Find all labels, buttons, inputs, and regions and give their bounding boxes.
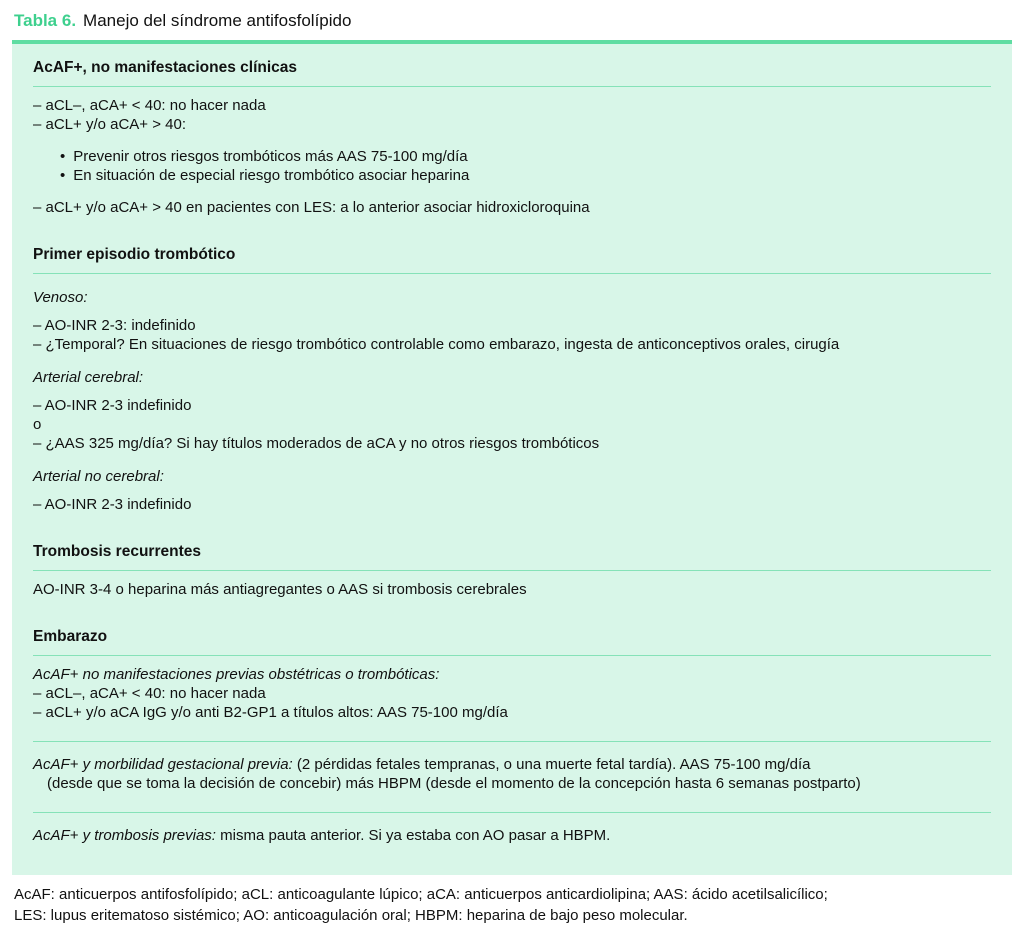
text-line: AcAF+ y morbilidad gestacional previa: (2 pérdidas fetales tempranas, o una muerte fetal tardía). AAS 75-100 mg/día bbox=[33, 756, 811, 773]
bullet-item: • Prevenir otros riesgos trombóticos más AAS 75-100 mg/día bbox=[60, 147, 991, 166]
section-header: AcAF+, no manifestaciones clínicas bbox=[33, 58, 991, 87]
divider-rule bbox=[33, 812, 991, 813]
page-title bbox=[0, 0, 1024, 40]
text-line: – aCL–, aCA+ < 40: no hacer nada bbox=[33, 97, 266, 114]
ilines-block bbox=[33, 665, 991, 722]
italic-lead: AcAF+ y trombosis previas: bbox=[33, 827, 216, 844]
section-embarazo bbox=[33, 627, 991, 845]
section-primer-episodio-trombotico bbox=[33, 245, 991, 514]
section-header: Primer episodio trombótico bbox=[33, 245, 991, 274]
divider-rule bbox=[33, 741, 991, 742]
bullet-item: • En situación de especial riesgo trombótico asociar heparina bbox=[60, 166, 991, 185]
subsection-lead-line: AcAF+ no manifestaciones previas obstétricas o trombóticas: bbox=[33, 666, 440, 683]
table-title-text: Manejo del síndrome antifosfolípido bbox=[83, 11, 352, 30]
subsection-label: Arterial cerebral: bbox=[33, 369, 144, 386]
section-acaf-no-manifestaciones-clinicas bbox=[33, 58, 991, 217]
section-header: Embarazo bbox=[33, 627, 991, 656]
text-line: – AO-INR 2-3 indefinido bbox=[33, 496, 192, 513]
text-line: – AO-INR 2-3 indefinido bbox=[33, 397, 192, 414]
footnote-line-2: LES: lupus eritematoso sistémico; AO: anticoagulación oral; HBPM: heparina de bajo peso molecular. bbox=[14, 907, 688, 924]
lines-block bbox=[33, 580, 991, 599]
text-line: AcAF+ y trombosis previas: misma pauta anterior. Si ya estaba con AO pasar a HBPM. bbox=[33, 827, 611, 844]
subsection-label: Arterial no cerebral: bbox=[33, 468, 164, 485]
text-line: – aCL+ y/o aCA+ > 40: bbox=[33, 116, 187, 133]
text-line: – aCL–, aCA+ < 40: no hacer nada bbox=[33, 685, 266, 702]
text-line: AO-INR 3-4 o heparina más antiagregantes o AAS si trombosis cerebrales bbox=[33, 581, 527, 598]
footnote-line-1: AcAF: anticuerpos antifosfolípido; aCL: anticoagulante lúpico; aCA: anticuerpos anticardiolipina; AAS: ácido acetilsalicílico; bbox=[14, 886, 828, 903]
text-line-continuation: (desde que se toma la decisión de concebir) más HBPM (desde el momento de la concepción hasta 6 semanas postparto) bbox=[47, 775, 861, 792]
table-box bbox=[12, 40, 1012, 875]
section-trombosis-recurrentes bbox=[33, 542, 991, 599]
subsection-label: Venoso: bbox=[33, 289, 88, 306]
text-line: – aCL+ y/o aCA IgG y/o anti B2-GP1 a títulos altos: AAS 75-100 mg/día bbox=[33, 704, 508, 721]
mixed-block bbox=[33, 755, 991, 793]
lines-block bbox=[33, 396, 991, 453]
text-line: o bbox=[33, 416, 42, 433]
italic-lead: AcAF+ y morbilidad gestacional previa: bbox=[33, 756, 293, 773]
text-line: – ¿AAS 325 mg/día? Si hay títulos moderados de aCA y no otros riesgos trombóticos bbox=[33, 435, 600, 452]
lines-block bbox=[33, 316, 991, 354]
mixed-block bbox=[33, 826, 991, 845]
table-number-label: Tabla 6. bbox=[14, 11, 77, 30]
text-line: – aCL+ y/o aCA+ > 40 en pacientes con LES: a lo anterior asociar hidroxicloroquina bbox=[33, 199, 590, 216]
lines-block bbox=[33, 198, 991, 217]
text-line: – ¿Temporal? En situaciones de riesgo trombótico controlable como embarazo, ingesta de anticonceptivos orales, cirugía bbox=[33, 336, 840, 353]
lines-block bbox=[33, 96, 991, 134]
bullet-list bbox=[33, 147, 991, 185]
table-sections bbox=[33, 58, 991, 845]
section-header: Trombosis recurrentes bbox=[33, 542, 991, 571]
lines-block bbox=[33, 495, 991, 514]
text-line: – AO-INR 2-3: indefinido bbox=[33, 317, 196, 334]
